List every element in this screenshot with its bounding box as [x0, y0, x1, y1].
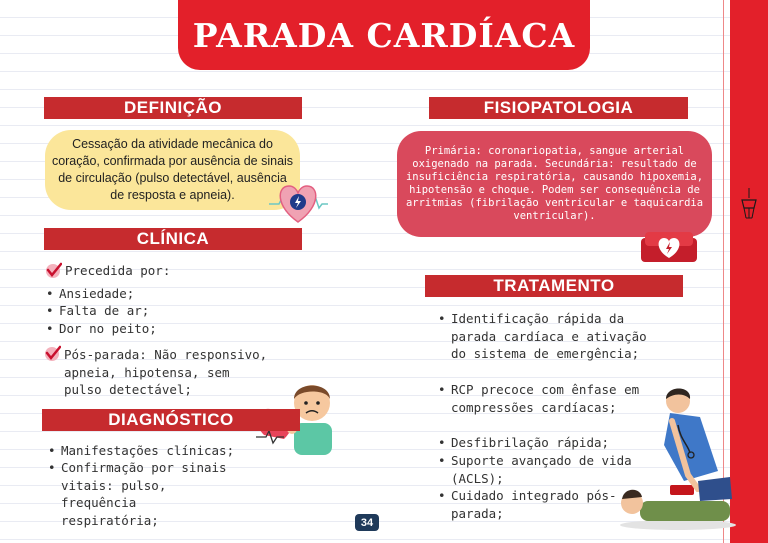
definicao-text: Cessação da atividade mecânica do coração, confirmada por ausência de sinais de circulação (pulso detectável, ausência de resposta e apneia).	[51, 137, 294, 202]
tratamento-item: • Suporte avançado de vida (ACLS);	[451, 452, 661, 487]
clinica-check2: Pós-parada: Não responsivo, apneia, hipotensa, sem pulso detectável;	[64, 347, 268, 397]
definicao-heading	[44, 97, 302, 119]
clinica-heading	[44, 228, 302, 250]
definicao-heading-label: DEFINIÇÃO	[124, 98, 222, 117]
diagnostico-heading	[42, 409, 300, 431]
tratamento-heading-label: TRATAMENTO	[493, 276, 615, 295]
tratamento-item: • Identificação rápida da parada cardíaca e ativação do sistema de emergência;	[451, 310, 661, 363]
heart-pulse-icon	[267, 180, 329, 226]
page-number: 34	[360, 516, 374, 529]
clinica-item: • Falta de ar;	[59, 302, 149, 320]
tratamento-item: • Desfibrilação rápida;	[451, 434, 609, 452]
clinica-item: • Dor no peito;	[59, 320, 157, 338]
tratamento-item: • Cuidado integrado pós-parada;	[451, 487, 621, 522]
cpr-illustration	[618, 385, 736, 533]
fisiopatologia-heading-label: FISIOPATOLOGIA	[483, 98, 634, 117]
diagnostico-item: • Manifestações clínicas;	[61, 442, 234, 460]
title-banner	[178, 0, 590, 70]
defibrillator-icon	[637, 224, 701, 268]
definicao-box	[45, 130, 300, 210]
lantern-icon	[738, 188, 760, 228]
clinica-heading-label: CLÍNICA	[136, 229, 210, 248]
check-icon	[45, 262, 62, 279]
page-title: PARADA CARDÍACA	[192, 15, 576, 55]
check-icon	[44, 345, 61, 362]
page-number-badge	[355, 514, 379, 531]
tratamento-heading	[425, 275, 683, 297]
diagnostico-heading-label: DIAGNÓSTICO	[108, 410, 234, 429]
diagnostico-item: • Confirmação por sinais vitais: pulso, frequência respiratória;	[61, 459, 241, 529]
clinica-check1: Precedida por:	[65, 263, 171, 278]
fisiopatologia-heading	[429, 97, 688, 119]
tratamento-item: • RCP precoce com ênfase em compressões cardíacas;	[451, 381, 661, 416]
clinica-item: • Ansiedade;	[59, 285, 134, 303]
fisiopatologia-text: Primária: coronariopatia, sangue arterial oxigenado na parada. Secundária: resultado de insuficiência respiratória, causando hipoxemia, hipotensão e choque. Podem ser consequência de arritmias (fibrilação ventricular e taquicardia ventricular).	[405, 145, 704, 222]
fisiopatologia-box	[397, 131, 712, 237]
